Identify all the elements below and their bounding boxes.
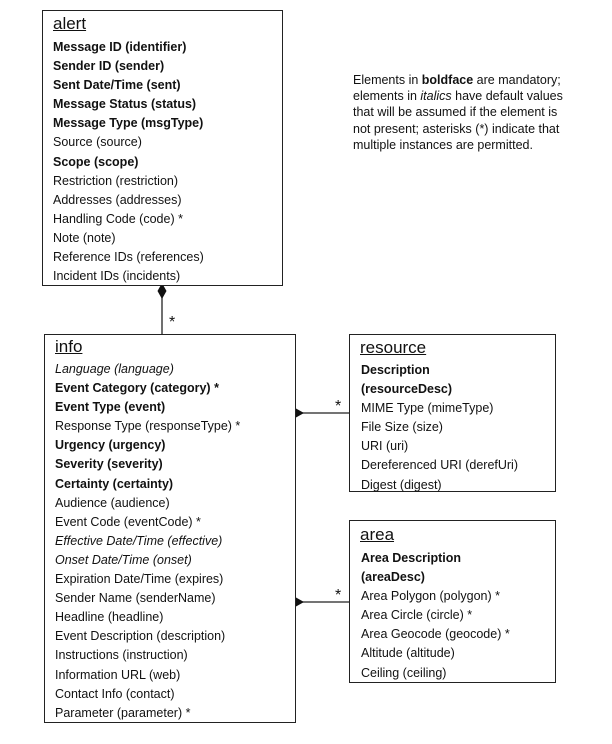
legend-bold-word: boldface	[421, 73, 474, 87]
field-item: Severity (severity)	[55, 457, 163, 472]
field-item: Addresses (addresses)	[53, 192, 182, 207]
field-item: Response Type (responseType) *	[55, 419, 241, 434]
field-item: Digest (digest)	[361, 477, 442, 492]
info-resource-multiplicity: *	[335, 398, 342, 415]
field-item: File Size (size)	[361, 420, 443, 435]
legend-part-3: have default values that will be assumed if the element is not present; asterisks (*) indicate that multiple instances are permitted.	[353, 89, 563, 152]
info-box	[44, 334, 296, 723]
field-item: Event Category (category) *	[55, 381, 219, 396]
field-item: Certainty (certainty)	[55, 476, 174, 491]
alert-info-multiplicity: *	[169, 314, 176, 331]
resource-box	[349, 334, 556, 492]
area-box-title: area	[360, 525, 395, 544]
field-item: Effective Date/Time (effective)	[55, 533, 223, 548]
field-item: Altitude (altitude)	[361, 646, 455, 661]
field-item: Message Status (status)	[53, 97, 197, 112]
alert-box	[42, 10, 283, 286]
field-item: Description	[361, 363, 430, 377]
legend-part-2: are mandatory; elements in	[353, 73, 561, 104]
field-item: MIME Type (mimeType)	[361, 401, 494, 416]
info-field-list	[55, 360, 240, 723]
field-item: Onset Date/Time (onset)	[55, 552, 192, 567]
field-item: Ceiling (ceiling)	[361, 665, 447, 680]
field-item: (areaDesc)	[361, 570, 425, 585]
field-item: URI (uri)	[361, 439, 409, 454]
field-item: Reference IDs (references)	[53, 250, 204, 265]
field-item: Message Type (msgType)	[53, 116, 204, 131]
info-box-title: info	[55, 337, 83, 356]
field-item: Event Description (description)	[55, 629, 226, 644]
field-item: Audience (audience)	[55, 495, 170, 510]
field-item: Instructions (instruction)	[55, 648, 188, 663]
field-item: Language (language)	[55, 362, 174, 376]
field-item: Expiration Date/Time (expires)	[55, 572, 224, 587]
field-item: Sent Date/Time (sent)	[53, 78, 181, 93]
info-area-multiplicity: *	[335, 587, 342, 604]
resource-field-list	[361, 361, 518, 495]
field-item: Sender ID (sender)	[53, 59, 165, 74]
field-item: Area Circle (circle) *	[361, 608, 473, 623]
field-item: Dereferenced URI (derefUri)	[361, 458, 518, 473]
resource-box-title: resource	[360, 338, 427, 357]
alert-box-title: alert	[53, 14, 87, 33]
legend-italic-word: italics	[420, 89, 452, 104]
field-item: Event Type (event)	[55, 400, 166, 415]
field-item: Message ID (identifier)	[53, 40, 187, 54]
alert-field-list	[53, 38, 204, 286]
field-item: Information URL (web)	[55, 667, 181, 682]
area-box	[349, 520, 556, 683]
field-item: Area Geocode (geocode) *	[361, 627, 510, 642]
field-item: Incident IDs (incidents)	[53, 269, 181, 284]
area-field-list	[361, 549, 510, 683]
field-item: Sender Name (senderName)	[55, 591, 216, 606]
field-item: Parameter (parameter) *	[55, 705, 191, 720]
field-item: Note (note)	[53, 230, 116, 245]
field-item: Area Description	[361, 551, 462, 565]
field-item: Contact Info (contact)	[55, 686, 175, 701]
field-item: Handling Code (code) *	[53, 211, 183, 226]
field-item: Source (source)	[53, 135, 142, 150]
field-item: Event Code (eventCode) *	[55, 514, 201, 529]
field-item: (resourceDesc)	[361, 382, 453, 397]
legend-part-1: Elements in	[353, 73, 422, 87]
field-item: Headline (headline)	[55, 610, 164, 625]
field-item: Scope (scope)	[53, 154, 139, 169]
legend-note	[353, 72, 563, 153]
field-item: Restriction (restriction)	[53, 173, 179, 188]
field-item: Urgency (urgency)	[55, 438, 166, 453]
field-item: Area Polygon (polygon) *	[361, 589, 500, 604]
